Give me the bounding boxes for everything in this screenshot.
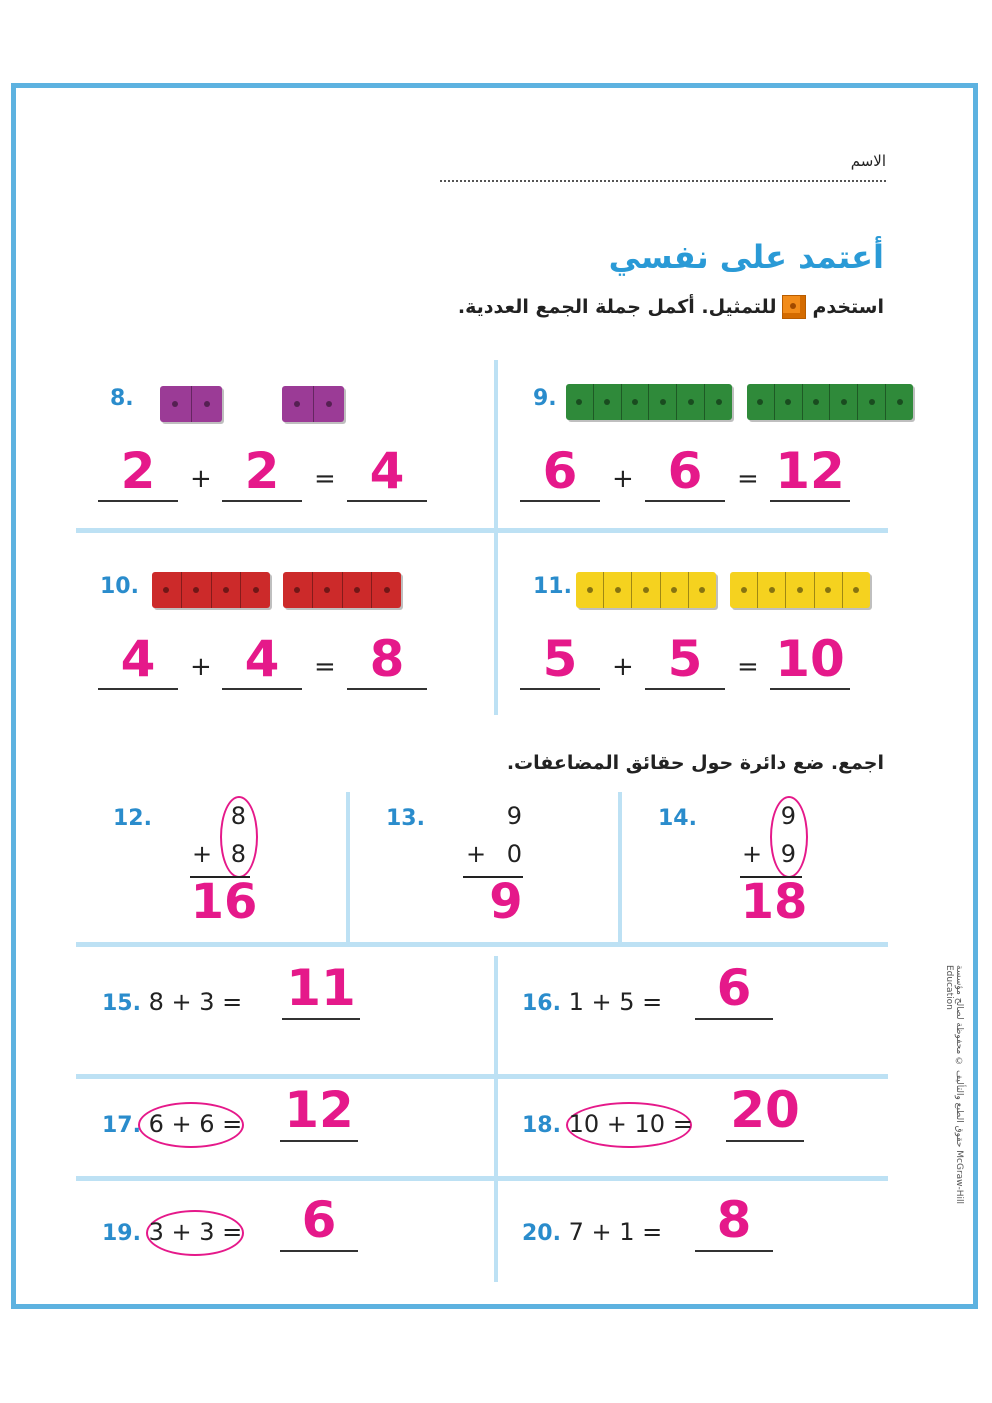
plus-sign: + — [612, 652, 634, 682]
equals-sign: = — [672, 1110, 693, 1138]
answer-field[interactable]: 8 — [695, 1190, 773, 1252]
addend-top: 9 — [780, 802, 796, 830]
addend-top: 8 — [230, 802, 246, 830]
answer-field[interactable]: 20 — [726, 1080, 804, 1142]
cube — [566, 384, 594, 420]
answer-field[interactable]: 12 — [770, 442, 850, 502]
equation-row — [522, 988, 662, 1016]
answer-field[interactable]: 10 — [770, 630, 850, 690]
cube — [594, 384, 622, 420]
equals-sign: = — [737, 464, 759, 494]
instruction-1-start: استخدم — [812, 296, 884, 318]
problem-number: 18. — [522, 1113, 561, 1138]
answer-field[interactable]: 4 — [222, 630, 302, 690]
cube — [182, 572, 212, 608]
cube — [632, 572, 660, 608]
cube — [858, 384, 886, 420]
divider-vertical-bottom — [494, 956, 498, 1282]
answer-field[interactable]: 6 — [520, 442, 600, 502]
divider-vertical — [618, 792, 622, 942]
answer-field[interactable]: 5 — [520, 630, 600, 690]
cube — [677, 384, 705, 420]
answer-field[interactable]: 6 — [695, 958, 773, 1020]
answer-field[interactable]: 11 — [282, 958, 360, 1020]
equation-expression: 3 + 3 — [148, 1218, 215, 1246]
equals-sign: = — [222, 1218, 243, 1246]
cube — [661, 572, 689, 608]
equals-sign: = — [222, 1110, 243, 1138]
equals-sign: = — [222, 988, 243, 1016]
problem-number: 16. — [522, 991, 561, 1016]
cube — [747, 384, 775, 420]
problem-number: 15. — [102, 991, 141, 1016]
problem-number: 20. — [522, 1221, 561, 1246]
cube — [622, 384, 650, 420]
answer-field[interactable]: 6 — [645, 442, 725, 502]
problem-number: 8. — [110, 386, 134, 411]
cube — [160, 386, 192, 422]
divider-horizontal-top — [76, 528, 888, 533]
cube-train — [160, 386, 222, 422]
addend-bottom: 0 — [506, 840, 522, 868]
answer-field[interactable]: 16 — [190, 874, 258, 930]
answer-field[interactable]: 6 — [280, 1190, 358, 1252]
equals-sign: = — [314, 464, 336, 494]
cube — [843, 572, 870, 608]
divider-horizontal — [76, 1074, 888, 1079]
answer-field[interactable]: 4 — [98, 630, 178, 690]
problem-number: 11. — [533, 574, 572, 599]
cube — [830, 384, 858, 420]
cube — [372, 572, 401, 608]
cube — [758, 572, 786, 608]
cube-train — [152, 572, 270, 608]
cube — [689, 572, 716, 608]
plus-sign: + — [466, 840, 487, 868]
problem-number: 12. — [113, 806, 152, 831]
cube — [192, 386, 223, 422]
cube-train — [283, 572, 401, 608]
cube-train — [576, 572, 716, 608]
cube — [152, 572, 182, 608]
problem-number: 19. — [102, 1221, 141, 1246]
cube — [803, 384, 831, 420]
cube-icon — [782, 295, 806, 319]
cube — [705, 384, 732, 420]
equation-row — [522, 1110, 693, 1138]
plus-sign: + — [742, 840, 763, 868]
equation-expression: 10 + 10 — [568, 1110, 666, 1138]
addend-bottom: 9 — [780, 840, 796, 868]
divider-vertical — [346, 792, 350, 942]
answer-field[interactable]: 8 — [347, 630, 427, 690]
answer-field[interactable]: 18 — [740, 874, 808, 930]
equals-sign: = — [642, 988, 663, 1016]
equation-row — [102, 988, 242, 1016]
cube-train — [730, 572, 870, 608]
answer-field[interactable]: 12 — [280, 1080, 358, 1142]
equation-expression: 8 + 3 — [148, 988, 215, 1016]
answer-field[interactable]: 5 — [645, 630, 725, 690]
instruction-1-end: للتمثيل. أكمل جملة الجمع العددية. — [457, 296, 777, 318]
cube — [283, 572, 313, 608]
cube — [313, 572, 343, 608]
answer-field[interactable]: 4 — [347, 442, 427, 502]
cube — [212, 572, 242, 608]
cube — [282, 386, 314, 422]
plus-sign: + — [612, 464, 634, 494]
cube-train — [747, 384, 913, 420]
divider-horizontal — [76, 1176, 888, 1181]
cube — [730, 572, 758, 608]
problem-number: 13. — [386, 806, 425, 831]
addend-top: 9 — [506, 802, 522, 830]
copyright-credit: حقوق الطبع والتأليف © محفوظة لصالح مؤسسة McGraw-Hill Education — [944, 965, 964, 1205]
name-label: الاسم — [850, 152, 886, 170]
page-title: أعتمد على نفسي — [608, 238, 884, 276]
problem-number: 9. — [533, 386, 557, 411]
answer-field[interactable]: 9 — [489, 874, 523, 930]
cube — [649, 384, 677, 420]
cube-train — [566, 384, 732, 420]
problem-number: 17. — [102, 1113, 141, 1138]
equation-expression: 7 + 1 — [568, 1218, 635, 1246]
plus-sign: + — [190, 652, 212, 682]
cube — [241, 572, 270, 608]
addend-bottom: 8 — [230, 840, 246, 868]
cube — [786, 572, 814, 608]
cube-train — [282, 386, 344, 422]
cube — [576, 572, 604, 608]
plus-sign: + — [190, 464, 212, 494]
divider-horizontal — [76, 942, 888, 947]
cube — [775, 384, 803, 420]
cube — [886, 384, 913, 420]
equals-sign: = — [642, 1218, 663, 1246]
plus-sign: + — [192, 840, 213, 868]
equation-expression: 1 + 5 — [568, 988, 635, 1016]
divider-vertical-top — [494, 360, 498, 715]
equation-row — [102, 1110, 242, 1138]
answer-field[interactable]: 2 — [222, 442, 302, 502]
cube — [815, 572, 843, 608]
equation-row — [522, 1218, 662, 1246]
cube — [343, 572, 373, 608]
instruction-1 — [458, 295, 884, 319]
equation-expression: 6 + 6 — [148, 1110, 215, 1138]
instruction-2: اجمع. ضع دائرة حول حقائق المضاعفات. — [506, 752, 884, 774]
equals-sign: = — [737, 652, 759, 682]
cube — [604, 572, 632, 608]
problem-number: 14. — [658, 806, 697, 831]
equals-sign: = — [314, 652, 336, 682]
cube — [314, 386, 345, 422]
name-field-line[interactable] — [440, 180, 886, 182]
answer-field[interactable]: 2 — [98, 442, 178, 502]
equation-row — [102, 1218, 242, 1246]
problem-number: 10. — [100, 574, 139, 599]
